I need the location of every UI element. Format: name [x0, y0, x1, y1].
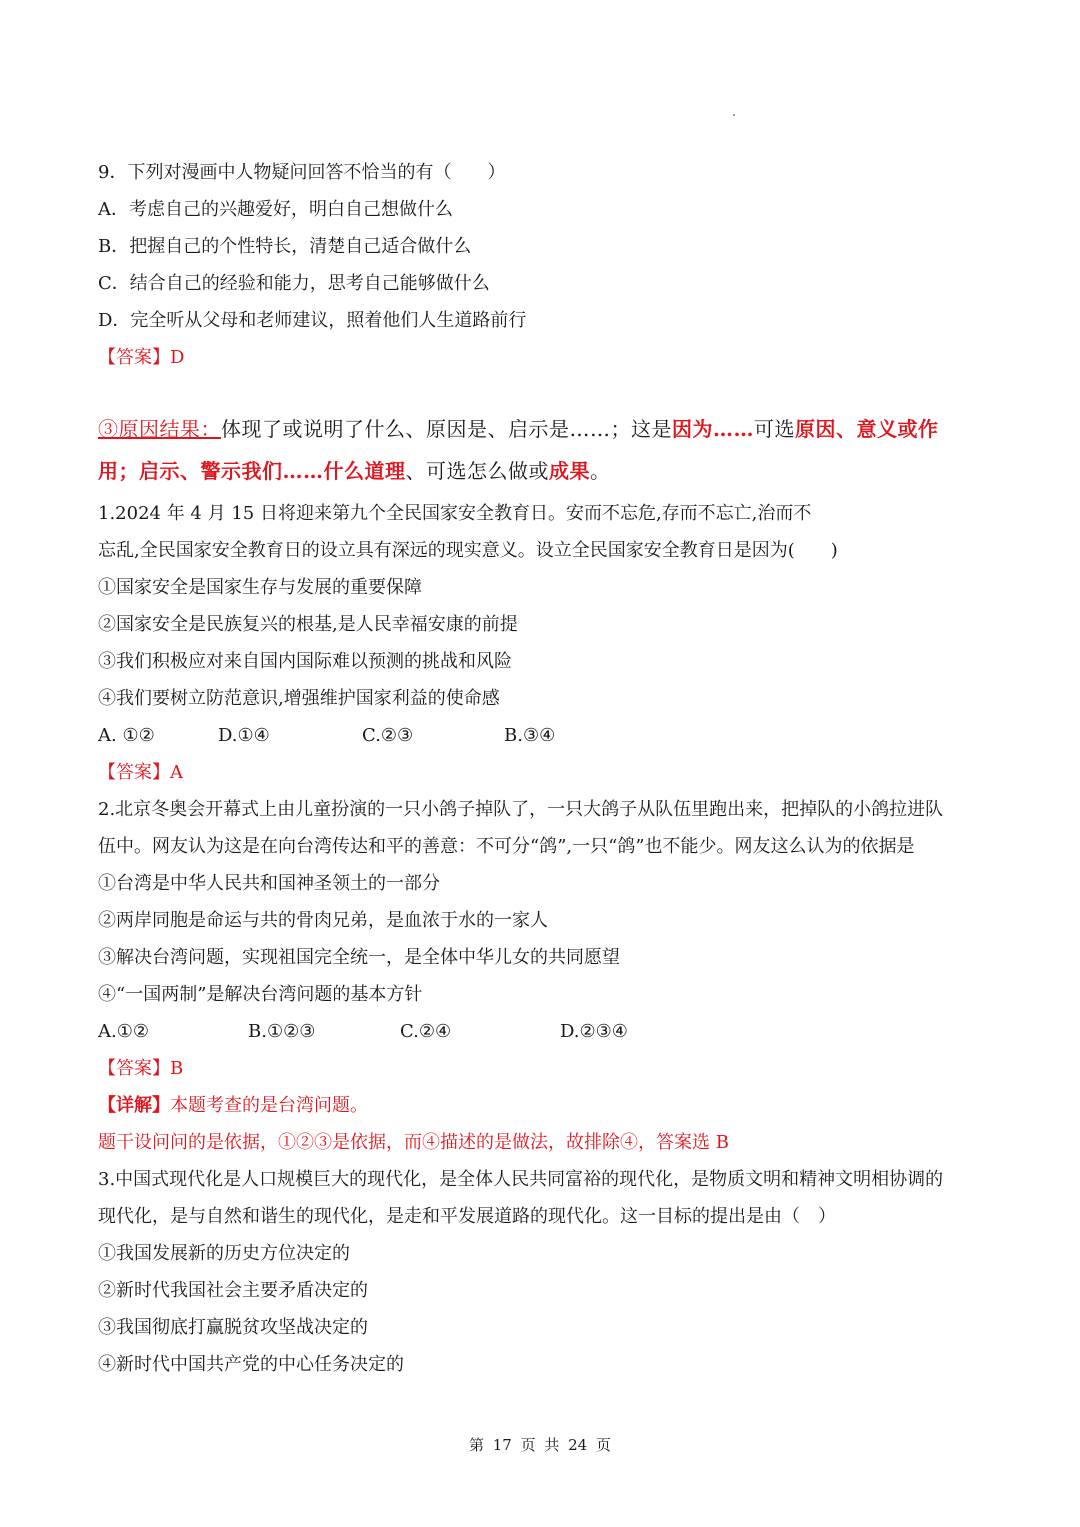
q2-stem-line2: 伍中。网友认为这是在向台湾传达和平的善意：不可分“鸽”,一只“鸽”也不能少。网友这么认为的依据是: [98, 836, 915, 857]
q1-item-1: ①国家安全是国家生存与发展的重要保障: [98, 577, 422, 598]
section-label: ③原因结果：: [98, 417, 221, 441]
q2-answer: [98, 1056, 183, 1082]
page-footer: 第 17 页 共 24 页: [468, 1436, 611, 1454]
answer-value: B: [170, 1058, 184, 1079]
q2-item-1: ①台湾是中华人民共和国神圣领土的一部分: [98, 873, 440, 894]
section-bold-a: 因为……: [672, 417, 754, 441]
section-heading-line2: [98, 458, 611, 484]
answer-tag: 【答案】: [98, 347, 170, 368]
q3-stem-line2: 现代化，是与自然和谐生的现代化，是走和平发展道路的现代化。这一目标的提出是由（ ）: [98, 1206, 836, 1227]
section-bold-b: 原因、意义或作: [795, 417, 939, 441]
section-text-a: 体现了或说明了什么、原因是、启示是……；这是: [221, 417, 672, 441]
q9-stem: 9．下列对漫画中人物疑问回答不恰当的有（ ）: [98, 162, 506, 183]
section-bold-d: 成果: [549, 459, 590, 483]
q2-choice-b: B.①②③: [248, 1021, 316, 1042]
q3-item-4: ④新时代中国共产党的中心任务决定的: [98, 1354, 404, 1375]
q3-item-1: ①我国发展新的历史方位决定的: [98, 1243, 350, 1264]
section-text-c: 、可选怎么做或: [405, 459, 549, 483]
q2-item-2: ②两岸同胞是命运与共的骨肉兄弟，是血浓于水的一家人: [98, 910, 548, 931]
q1-choice-a: A. ①②: [98, 725, 155, 746]
q3-stem-line1: 3.中国式现代化是人口规模巨大的现代化，是全体人民共同富裕的现代化，是物质文明和精神文明相协调的: [98, 1169, 944, 1190]
q1-item-2: ②国家安全是民族复兴的根基,是人民幸福安康的前提: [98, 614, 518, 635]
answer-tag: 【答案】: [98, 1058, 170, 1079]
q9-option-d: D．完全听从父母和老师建议，照着他们人生道路前行: [98, 310, 527, 331]
q2-item-3: ③解决台湾问题，实现祖国完全统一，是全体中华儿女的共同愿望: [98, 947, 620, 968]
q3-item-3: ③我国彻底打赢脱贫攻坚战决定的: [98, 1317, 368, 1338]
q1-choice-b: B.③④: [504, 725, 556, 746]
section-heading-line1: [98, 416, 939, 442]
q1-stem-line2: 忘乱,全民国家安全教育日的设立具有深远的现实意义。设立全民国家安全教育日是因为( ): [98, 540, 838, 561]
answer-value: A: [170, 762, 183, 783]
detail-tag: 【详解】: [98, 1095, 170, 1116]
q9-option-a: A．考虑自己的兴趣爱好，明白自己想做什么: [98, 199, 453, 220]
q2-item-4: ④“一国两制”是解决台湾问题的基本方针: [98, 984, 423, 1005]
q1-item-4: ④我们要树立防范意识,增强维护国家利益的使命感: [98, 688, 500, 709]
q3-item-2: ②新时代我国社会主要矛盾决定的: [98, 1280, 368, 1301]
q1-stem-line1: 1.2024 年 4 月 15 日将迎来第九个全民国家安全教育日。安而不忘危,存而不忘亡,治而不: [98, 503, 812, 524]
section-text-b: 可选: [754, 417, 795, 441]
q2-choice-d: D.②③④: [560, 1021, 628, 1042]
answer-tag: 【答案】: [98, 762, 170, 783]
q2-stem-line1: 2.北京冬奥会开幕式上由儿童扮演的一只小鸽子掉队了，一只大鸽子从队伍里跑出来，把掉队的小鸽拉进队: [98, 799, 944, 820]
detail-text: 本题考查的是台湾问题。: [170, 1095, 368, 1116]
q2-detail: [98, 1093, 368, 1119]
q2-choice-c: C.②④: [400, 1021, 452, 1042]
q2-detail-line2: 题干设问问的是依据，①②③是依据，而④描述的是做法，故排除④，答案选 B: [98, 1132, 729, 1153]
q1-choice-d: D.①④: [218, 725, 270, 746]
section-bold-c: 用；启示、警示我们……什么道理: [98, 459, 406, 483]
scan-dot: [733, 114, 735, 116]
q9-option-c: C．结合自己的经验和能力，思考自己能够做什么: [98, 273, 490, 294]
q2-choice-a: A.①②: [98, 1021, 149, 1042]
section-text-d: 。: [590, 459, 611, 483]
q1-item-3: ③我们积极应对来自国内国际难以预测的挑战和风险: [98, 651, 512, 672]
q1-answer: [98, 760, 183, 786]
q1-choice-c: C.②③: [362, 725, 414, 746]
q9-answer: [98, 345, 184, 371]
q9-option-b: B．把握自己的个性特长，清楚自己适合做什么: [98, 236, 472, 257]
answer-value: D: [170, 347, 185, 368]
